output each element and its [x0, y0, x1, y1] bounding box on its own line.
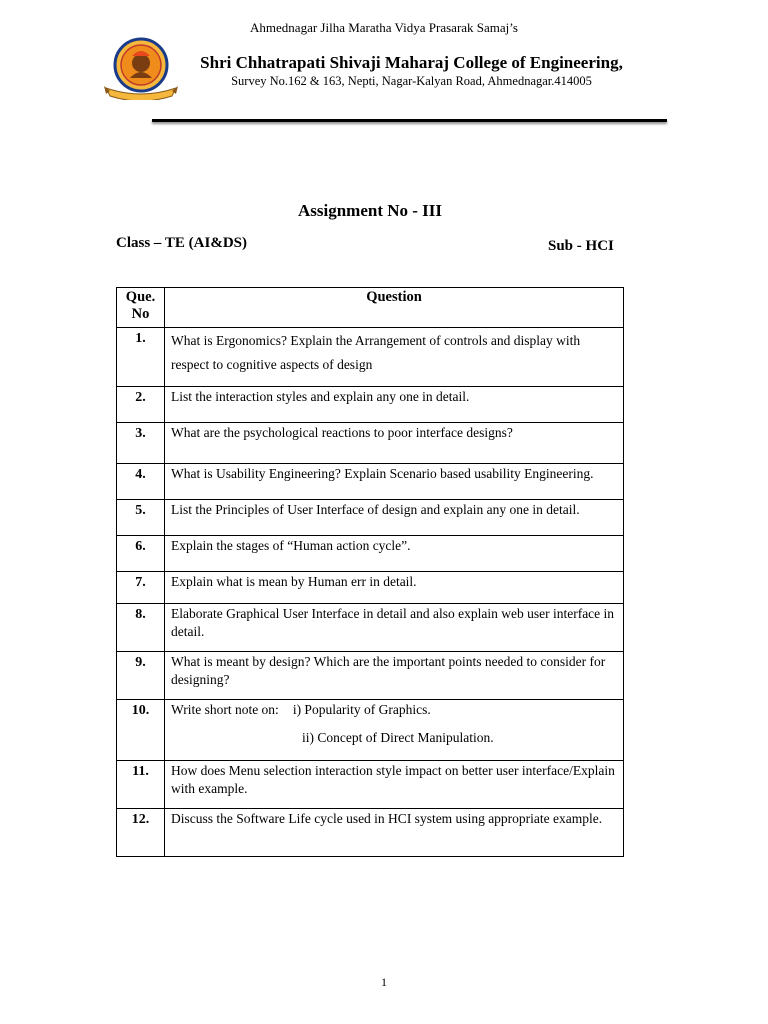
question-number: 9.	[117, 652, 165, 700]
question-number: 11.	[117, 761, 165, 809]
society-name: Ahmednagar Jilha Maratha Vidya Prasarak Samaj’s	[250, 20, 518, 35]
question-number: 6.	[117, 536, 165, 572]
table-row	[117, 500, 624, 536]
question-text: List the Principles of User Interface of design and explain any one in detail.	[165, 500, 624, 536]
table-header-row	[117, 288, 624, 328]
question-table	[116, 287, 624, 857]
table-row	[117, 809, 624, 857]
question-number: 1.	[117, 328, 165, 387]
subquestion-text: ii) Concept of Direct Manipulation.	[302, 730, 494, 745]
table-row	[117, 328, 624, 387]
column-header-no: Que. No	[117, 288, 165, 328]
table-row	[117, 604, 624, 652]
question-text: Discuss the Software Life cycle used in HCI system using appropriate example.	[165, 809, 624, 857]
question-number: 3.	[117, 423, 165, 464]
question-text: Explain the stages of “Human action cycle”.	[165, 536, 624, 572]
assignment-title: Assignment No - III	[297, 201, 443, 220]
question-cell	[165, 700, 624, 761]
question-text: What are the psychological reactions to poor interface designs?	[165, 423, 624, 464]
question-number: 4.	[117, 464, 165, 500]
question-number: 5.	[117, 500, 165, 536]
table-row	[117, 464, 624, 500]
question-text: Elaborate Graphical User Interface in detail and also explain web user interface in detail.	[165, 604, 624, 652]
page-number: 1	[381, 975, 387, 989]
college-name: Shri Chhatrapati Shivaji Maharaj College of Engineering,	[200, 53, 623, 72]
header-divider	[152, 119, 667, 122]
question-text: How does Menu selection interaction style impact on better user interface/Explain with example.	[165, 761, 624, 809]
subject-label: Sub - HCI	[548, 238, 614, 254]
question-line	[171, 701, 619, 719]
college-emblem-icon	[100, 36, 182, 100]
question-number: 10.	[117, 700, 165, 761]
question-number: 7.	[117, 572, 165, 604]
question-number: 12.	[117, 809, 165, 857]
table-row	[117, 761, 624, 809]
table-row	[117, 387, 624, 423]
question-text: What is Ergonomics? Explain the Arrangement of controls and display with respect to cognitive aspects of design	[165, 328, 624, 387]
table-row	[117, 536, 624, 572]
college-address: Survey No.162 & 163, Nepti, Nagar-Kalyan Road, Ahmednagar.414005	[231, 74, 592, 88]
table-row	[117, 423, 624, 464]
question-text: Explain what is mean by Human err in detail.	[165, 572, 624, 604]
table-row	[117, 572, 624, 604]
column-header-question: Question	[165, 288, 624, 328]
subquestion-text: i) Popularity of Graphics.	[292, 702, 431, 717]
table-row	[117, 700, 624, 761]
question-text: Write short note on:	[171, 702, 279, 717]
question-text: List the interaction styles and explain any one in detail.	[165, 387, 624, 423]
table-row	[117, 652, 624, 700]
question-number: 8.	[117, 604, 165, 652]
class-label: Class – TE (AI&DS)	[116, 235, 247, 251]
question-text: What is Usability Engineering? Explain Scenario based usability Engineering.	[165, 464, 624, 500]
question-number: 2.	[117, 387, 165, 423]
question-text: What is meant by design? Which are the important points needed to consider for designing?	[165, 652, 624, 700]
